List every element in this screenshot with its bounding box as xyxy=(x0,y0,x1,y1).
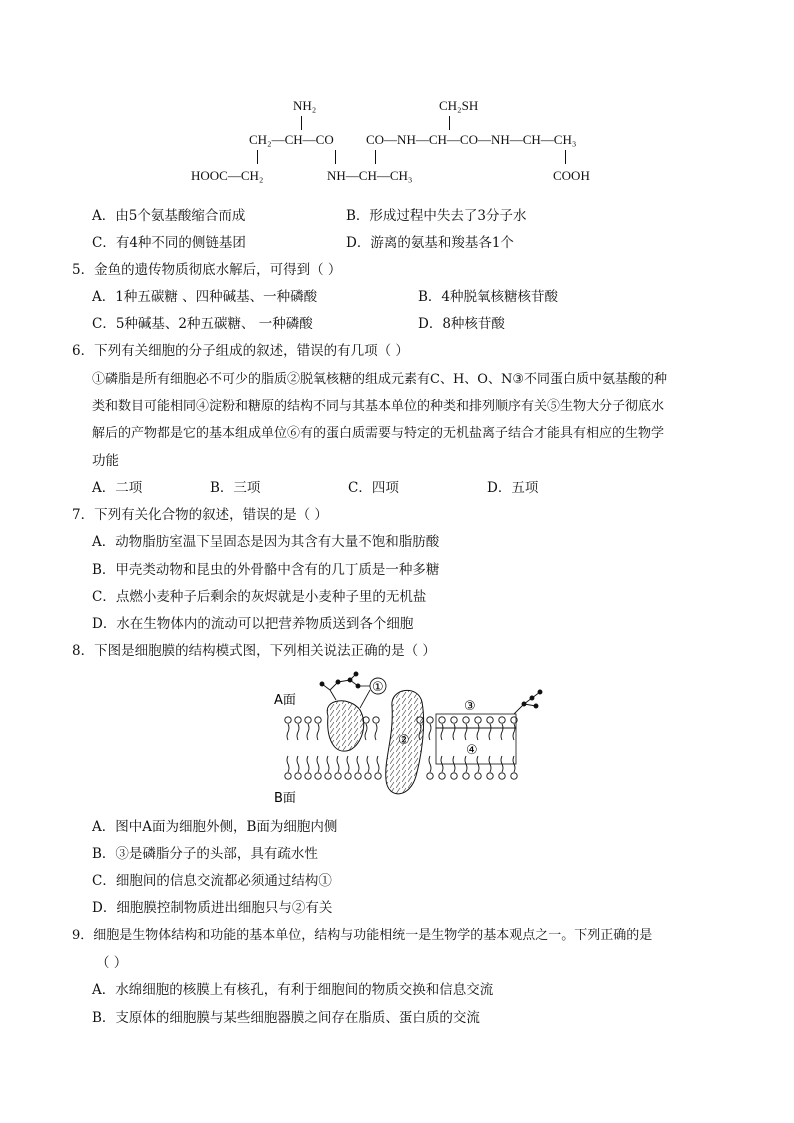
backbone-row1-left: CH₂—CH—CO xyxy=(249,132,334,147)
ch2sh-group: CH₂SH xyxy=(439,98,479,113)
box-3 xyxy=(436,714,516,728)
q8-option-d: D．细胞膜控制物质进出细胞只与②有关 xyxy=(92,900,333,916)
q6-option-a: A．二项 xyxy=(92,480,143,496)
bond-line xyxy=(301,116,302,130)
bond-line xyxy=(565,150,566,164)
q6-text-line4: 功能 xyxy=(92,453,119,469)
q6-text-line1: ①磷脂是所有细胞必不可少的脂质②脱氧核糖的组成元素有C、H、O、N③不同蛋白质中氨基酸的种 xyxy=(92,372,667,387)
q7-option-c: C．点燃小麦种子后剩余的灰烬就是小麦种子里的无机盐 xyxy=(92,589,427,605)
q6-text-line2: 类和数目可能相同④淀粉和糖原的结构不同与其基本单位的种类和排列顺序有关⑤生物大分子彻底水 xyxy=(92,399,665,414)
right-sugar-chain xyxy=(514,690,542,714)
bond-line xyxy=(335,150,336,164)
bond-line xyxy=(257,150,258,164)
q9-paren: （ ） xyxy=(96,955,128,971)
glycoprotein-shape xyxy=(327,701,363,751)
q8-option-a: A．图中A面为细胞外侧，B面为细胞内侧 xyxy=(92,819,338,835)
label-1: ① xyxy=(372,680,384,695)
q5-option-c: C．5种碱基、2种五碳糖、 一种磷酸 xyxy=(92,316,313,332)
q7-option-a: A．动物脂肪室温下呈固态是因为其含有大量不饱和脂肪酸 xyxy=(92,534,440,550)
face-b-label: B面 xyxy=(274,791,296,806)
q6-text-line3: 解后的产物都是它的基本组成单位⑥有的蛋白质需要与特定的无机盐离子结合才能具有相应的生物学 xyxy=(92,426,665,441)
q8-option-b: B．③是磷脂分子的头部，具有疏水性 xyxy=(92,846,318,862)
backbone-row2-right: COOH xyxy=(553,168,590,183)
q4-option-c: C．有4种不同的侧链基团 xyxy=(92,235,246,251)
label-3: ③ xyxy=(464,699,476,714)
q4-option-b: B．形成过程中失去了3分子水 xyxy=(346,208,527,224)
q7-option-d: D．水在生物体内的流动可以把营养物质送到各个细胞 xyxy=(92,616,414,632)
bond-line xyxy=(375,150,376,164)
q5-option-d: D．8种核苷酸 xyxy=(418,316,505,332)
peptide-structure xyxy=(185,92,625,192)
q5-option-b: B．4种脱氧核糖核苷酸 xyxy=(418,289,559,305)
backbone-row1-right: CO—NH—CH—CO—NH—CH—CH₃ xyxy=(366,132,577,147)
q5-option-a: A．1种五碳糖 、四种碱基、一种磷酸 xyxy=(92,289,318,305)
label-2: ② xyxy=(398,733,410,748)
q5-stem: 5．金鱼的遗传物质彻底水解后，可得到（ ） xyxy=(72,262,342,278)
backbone-row2-mid: NH—CH—CH₃ xyxy=(327,168,413,183)
q4-option-d: D．游离的氨基和羧基各1个 xyxy=(346,235,514,251)
q7-option-b: B．甲壳类动物和昆虫的外骨骼中含有的几丁质是一种多糖 xyxy=(92,562,440,578)
amino-group: NH₂ xyxy=(293,98,317,113)
q9-stem: 9．细胞是生物体结构和功能的基本单位，结构与功能相统一是生物学的基本观点之一。下列正确的是 xyxy=(72,928,653,943)
bond-line xyxy=(449,116,450,130)
q9-option-a: A．水绵细胞的核膜上有核孔，有利于细胞间的物质交换和信息交流 xyxy=(92,982,494,998)
q7-stem: 7．下列有关化合物的叙述，错误的是（ ） xyxy=(72,507,328,523)
q8-stem: 8．下图是细胞膜的结构模式图，下列相关说法正确的是（ ） xyxy=(72,643,436,659)
q6-stem: 6．下列有关细胞的分子组成的叙述，错误的有几项（ ） xyxy=(72,343,409,359)
label-4: ④ xyxy=(466,743,478,758)
q4-option-a: A．由5个氨基酸缩合而成 xyxy=(92,208,246,224)
q6-option-c: C．四项 xyxy=(348,480,399,496)
glycoprotein-chain xyxy=(320,672,360,700)
cell-membrane-diagram xyxy=(270,668,550,806)
q6-option-b: B．三项 xyxy=(210,480,261,496)
face-a-label: A面 xyxy=(274,693,296,708)
backbone-row2-left: HOOC—CH₂ xyxy=(191,168,264,183)
q8-option-c: C．细胞间的信息交流都必须通过结构① xyxy=(92,873,332,889)
q6-option-d: D．五项 xyxy=(487,480,539,496)
q9-option-b: B．支原体的细胞膜与某些细胞器膜之间存在脂质、蛋白质的交流 xyxy=(92,1010,480,1026)
